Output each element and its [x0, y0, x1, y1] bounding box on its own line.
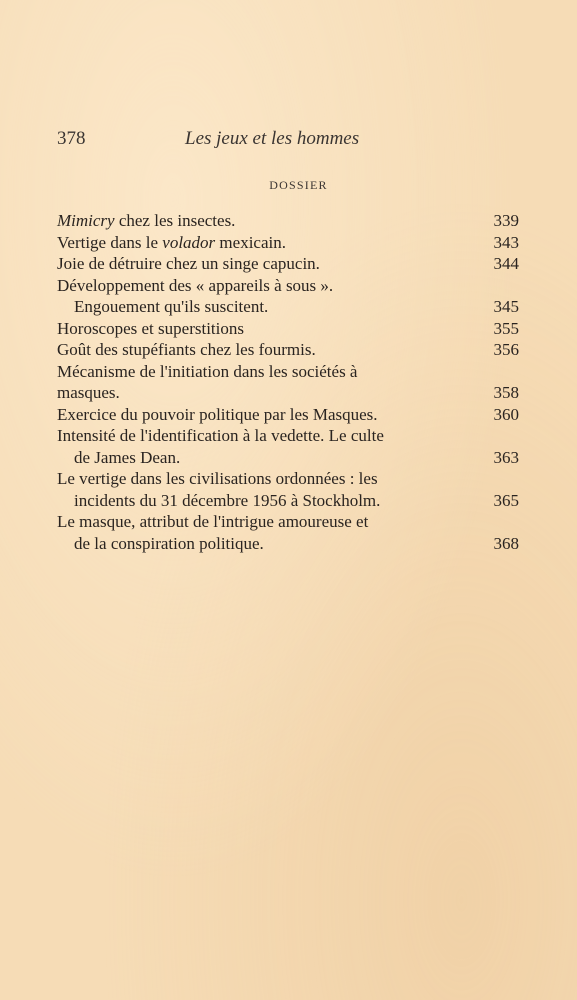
- toc-entry: [57, 253, 519, 275]
- toc-entry: [57, 425, 519, 468]
- toc-entry-title-line: Développement des « appareils à sous ».: [57, 275, 334, 295]
- toc-entry-title: Horoscopes et superstitions: [57, 318, 244, 338]
- toc-entry-title: Joie de détruire chez un singe capucin.: [57, 254, 320, 273]
- toc-entry-page: 344: [493, 254, 519, 273]
- toc-entry-title: [57, 232, 471, 254]
- toc-entry-page: 339: [493, 211, 519, 230]
- toc-entry-title-continuation: de la conspiration politique.: [74, 533, 264, 553]
- toc-entry: [57, 232, 519, 254]
- toc-entry-text: Vertige dans le: [57, 232, 163, 252]
- toc-entry-title-continuation: incidents du 31 décembre 1956 à Stockholm.: [74, 490, 381, 510]
- toc-entry: [57, 275, 519, 318]
- toc-entry-page: 363: [493, 447, 519, 467]
- toc-entry-title-line: Intensité de l'identification à la vedette. Le culte: [57, 426, 384, 445]
- toc-entry: [57, 210, 519, 232]
- running-head: [57, 128, 387, 154]
- toc-entry-page: 358: [493, 383, 519, 402]
- page-number: 378: [57, 128, 86, 149]
- toc-entry-title: [57, 210, 471, 232]
- toc-entry-page: 355: [493, 318, 519, 338]
- toc-entry-page: 368: [493, 533, 519, 553]
- toc-entry: [57, 404, 519, 426]
- toc-entry-page: 356: [493, 340, 519, 359]
- toc-entry: [57, 511, 519, 554]
- toc-entry-title-continuation: masques.: [57, 383, 120, 402]
- toc-entry-text: chez les insectes.: [114, 211, 236, 230]
- toc-entry-title-line: Mécanisme de l'initiation dans les sociétés à: [57, 361, 358, 381]
- table-of-contents: [57, 210, 519, 554]
- toc-entry-page: 365: [493, 490, 519, 510]
- toc-entry-page: 360: [493, 404, 519, 424]
- toc-entry: [57, 318, 519, 340]
- section-heading: DOSSIER: [269, 178, 328, 192]
- toc-entry-title-continuation: Engouement qu'ils suscitent.: [74, 297, 269, 316]
- book-title: Les jeux et les hommes: [185, 128, 360, 149]
- toc-entry-page: 343: [493, 232, 519, 252]
- toc-entry: [57, 361, 519, 404]
- toc-entry-page: 345: [493, 297, 519, 316]
- toc-entry-title-continuation: de James Dean.: [74, 447, 181, 467]
- toc-entry: [57, 339, 519, 361]
- toc-entry-title-line: Le vertige dans les civilisations ordonnées : les: [57, 469, 378, 488]
- toc-entry-italic: volador: [162, 232, 216, 252]
- toc-entry-title-line: Le masque, attribut de l'intrigue amoureuse et: [57, 512, 369, 531]
- toc-entry-text: mexicain.: [215, 232, 286, 252]
- toc-entry-title: Exercice du pouvoir politique par les Masques.: [57, 404, 378, 424]
- toc-entry-title: Goût des stupéfiants chez les fourmis.: [57, 340, 316, 359]
- toc-entry: [57, 468, 519, 511]
- toc-entry-italic: Mimicry: [57, 211, 115, 230]
